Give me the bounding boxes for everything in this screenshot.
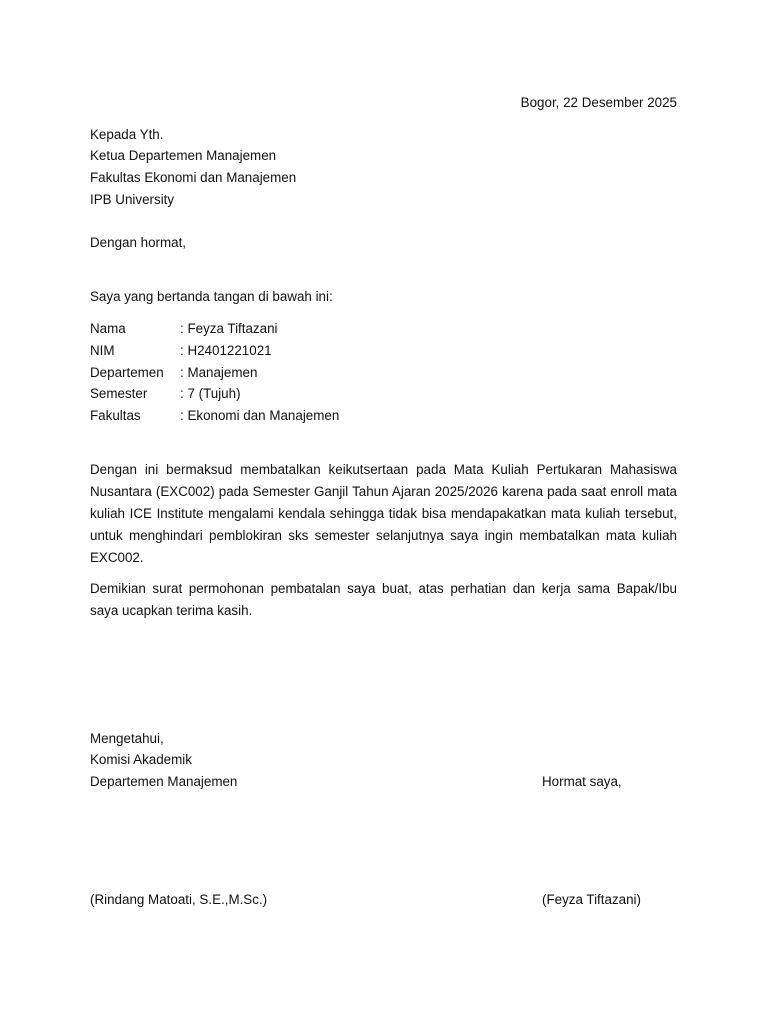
identity-label: NIM: [90, 343, 115, 358]
identity-label: Fakultas: [90, 408, 141, 423]
recipient-line: IPB University: [90, 192, 175, 207]
identity-row: [90, 341, 590, 361]
recipient-line: Ketua Departemen Manajemen: [90, 148, 277, 163]
body-paragraph: Dengan ini bermaksud membatalkan keikutsertaan pada Mata Kuliah Pertukaran Mahasiswa Nusantara (EXC002) pada Semester Ganjil Tahun Ajaran 2025/2026 karena pada saat enroll mata kuliah ICE Institute mengalami kendala sehingga tidak bisa mendapakatkan mata kuliah tersebut, untuk menghindari pemblokiran sks semester selanjutnya saya ingin membatalkan mata kuliah EXC002.: [90, 462, 677, 565]
department-label: Departemen Manajemen: [90, 774, 238, 789]
acknowledge-label: Mengetahui,: [90, 731, 164, 746]
closing-greeting: Hormat saya,: [542, 774, 622, 789]
signatory-name-left: (Rindang Matoati, S.E.,M.Sc.): [90, 892, 268, 907]
committee-label: Komisi Akademik: [90, 752, 192, 767]
recipient-line: Fakultas Ekonomi dan Manajemen: [90, 170, 297, 185]
identity-row: [90, 384, 590, 404]
identity-value: : 7 (Tujuh): [180, 386, 241, 401]
identity-label: Departemen: [90, 365, 164, 380]
identity-row: [90, 319, 590, 339]
signatory-name-right: (Feyza Tiftazani): [542, 892, 641, 907]
identity-value: : Ekonomi dan Manajemen: [180, 408, 340, 423]
letter-date: Bogor, 22 Desember 2025: [520, 95, 677, 110]
identity-row: [90, 363, 590, 383]
recipient-line: Kepada Yth.: [90, 127, 164, 142]
closing-paragraph: Demikian surat permohonan pembatalan saya buat, atas perhatian dan kerja sama Bapak/Ibu saya ucapkan terima kasih.: [90, 581, 677, 618]
intro-text: Saya yang bertanda tangan di bawah ini:: [90, 289, 333, 304]
identity-value: : H2401221021: [180, 343, 272, 358]
identity-label: Nama: [90, 321, 126, 336]
identity-label: Semester: [90, 386, 148, 401]
salutation: Dengan hormat,: [90, 235, 187, 250]
identity-value: : Manajemen: [180, 365, 258, 380]
identity-row: [90, 406, 590, 426]
identity-value: : Feyza Tiftazani: [180, 321, 278, 336]
